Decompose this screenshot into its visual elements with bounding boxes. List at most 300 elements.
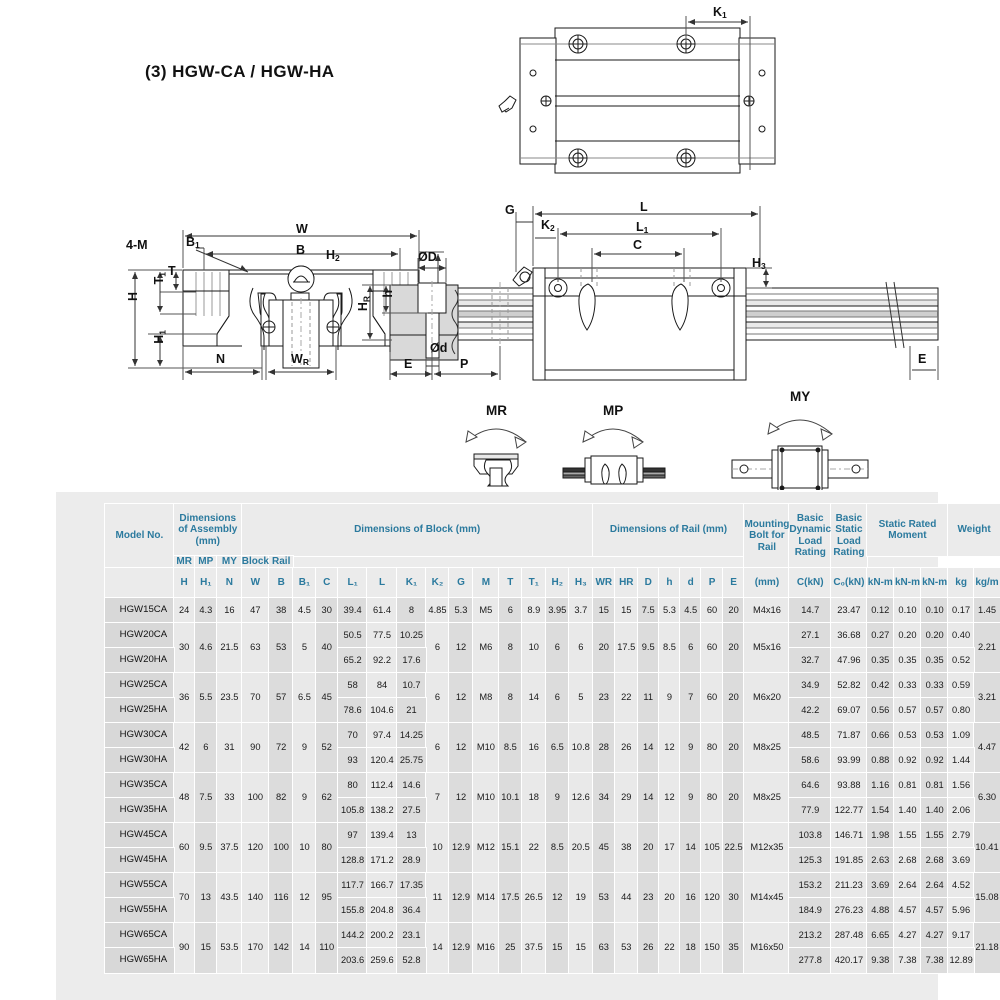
cell-block-shared2: 15.1: [499, 823, 523, 873]
header-sym-t1: T₁: [522, 568, 546, 598]
cell-assembly: 90: [174, 923, 195, 973]
cell-block-shared2: 5: [569, 673, 593, 723]
cell-block-shared: 40: [316, 623, 338, 673]
cell-load: 0.80: [948, 698, 974, 723]
label-l1: $L_1$: [636, 220, 649, 235]
cell-block-shared2: M10: [473, 723, 498, 773]
header-sym-small-d: d: [680, 568, 701, 598]
cell-block-row: 58: [338, 673, 367, 698]
label-k2: $K_2$: [541, 218, 555, 233]
cell-assembly: 4.3: [195, 598, 218, 623]
cell-load: 0.10: [921, 598, 948, 623]
cell-load: 0.81: [894, 773, 921, 798]
label-h1: $H_1$: [152, 330, 168, 344]
cell-block-shared2: 10: [426, 823, 449, 873]
header-sym-wr: WR: [593, 568, 615, 598]
cell-mounting-bolt: M16x50: [744, 923, 789, 973]
label-k1: $K_1$: [713, 5, 727, 20]
cell-rail: 7: [680, 673, 701, 723]
cell-mounting-bolt: M8x25: [744, 723, 789, 773]
cell-block-shared2: 25: [499, 923, 523, 973]
cell-model: HGW20CA: [105, 623, 174, 648]
cell-block-shared2: M10: [473, 773, 498, 823]
cell-load: 1.09: [948, 723, 974, 748]
header-dimensions-assembly: Dimensions of Assembly (mm): [174, 504, 242, 556]
header-sym-k1: K₁: [397, 568, 426, 598]
cell-block-shared: 9: [293, 773, 315, 823]
cell-rail: 5.3: [659, 598, 680, 623]
label-c: C: [633, 238, 643, 252]
cell-block-row: 21: [397, 698, 426, 723]
table-body: [105, 598, 1000, 973]
cell-rail: 28: [593, 723, 615, 773]
cell-block-row: 27.5: [397, 798, 426, 823]
cell-rail: 26: [615, 723, 638, 773]
cell-assembly: 36: [174, 673, 195, 723]
cell-rail: 30: [723, 873, 745, 923]
cell-block-shared2: 14: [426, 923, 449, 973]
label-h3: $H_3$: [752, 256, 766, 271]
header-static-rated-moment: Static Rated Moment: [867, 504, 949, 556]
cell-block-shared2: 8: [499, 623, 523, 673]
specification-table: [105, 504, 1000, 973]
cell-load: 2.68: [921, 848, 948, 873]
header-mounting-bolt: Mounting Bolt for Rail: [744, 504, 789, 568]
cell-block-shared2: M6: [473, 623, 498, 673]
cell-rail: 60: [701, 623, 722, 673]
label-hr: $H_R$: [356, 296, 372, 312]
cell-block-shared2: 10.8: [569, 723, 593, 773]
cell-model: HGW25HA: [105, 698, 174, 723]
cell-block-row: 112.4: [367, 773, 396, 798]
cell-load: 0.33: [921, 673, 948, 698]
cell-block-shared2: 26.5: [522, 873, 546, 923]
cell-block-shared2: 8.5: [546, 823, 570, 873]
label-p: P: [460, 357, 469, 371]
cell-load: 2.79: [948, 823, 974, 848]
header-sym-h3: H₃: [569, 568, 593, 598]
cell-block-shared2: 11: [426, 873, 449, 923]
cell-load: 71.87: [831, 723, 867, 748]
cell-load: 64.6: [789, 773, 831, 798]
cell-assembly: 31: [217, 723, 242, 773]
cell-load: 4.52: [948, 873, 974, 898]
cell-load: 0.57: [921, 698, 948, 723]
cell-load: 287.48: [831, 923, 867, 948]
cell-block-shared2: 20.5: [569, 823, 593, 873]
header-sym-b1: B₁: [293, 568, 315, 598]
cell-load: 6.65: [867, 923, 894, 948]
cell-rail: 20: [723, 673, 745, 723]
cell-load: 2.68: [894, 848, 921, 873]
header-sym-bolt-mm: (mm): [744, 568, 789, 598]
cell-block-shared2: 10: [522, 623, 546, 673]
cell-block-shared2: M14: [473, 873, 498, 923]
cell-block-shared: 45: [316, 673, 338, 723]
cell-block-shared2: 6: [546, 623, 570, 673]
cell-model: HGW30HA: [105, 748, 174, 773]
cell-load: 420.17: [831, 948, 867, 973]
cell-rail: 53: [615, 923, 638, 973]
label-w: W: [296, 222, 308, 236]
cell-block-row: 171.2: [367, 848, 396, 873]
cell-rail: 15: [593, 598, 615, 623]
cell-block-shared: 62: [316, 773, 338, 823]
label-t1: $T_1$: [152, 272, 168, 285]
label-e-right: E: [918, 352, 927, 366]
cell-rail: 22: [615, 673, 638, 723]
cell-rail: 38: [615, 823, 638, 873]
cell-load: 0.40: [948, 623, 974, 648]
cell-block-shared2: 7: [426, 773, 449, 823]
header-sym-h1: H₁: [195, 568, 218, 598]
cell-load: 1.55: [921, 823, 948, 848]
cell-block-shared2: 15: [546, 923, 570, 973]
cell-load: 0.10: [894, 598, 921, 623]
cell-block-shared: 95: [316, 873, 338, 923]
cell-block-row: 104.6: [367, 698, 396, 723]
cell-block-row: 97: [338, 823, 367, 848]
header-sym-w: W: [242, 568, 269, 598]
cell-load: 0.81: [921, 773, 948, 798]
cell-load: 58.6: [789, 748, 831, 773]
cell-block-shared2: 3.7: [569, 598, 593, 623]
header-sym-ckn: C(kN): [789, 568, 831, 598]
moment-mr-label: MR: [486, 403, 507, 418]
cell-load: 5.96: [948, 898, 974, 923]
cell-block-row: 61.4: [367, 598, 396, 623]
cell-block-shared2: 19: [569, 873, 593, 923]
cell-rail: 22.5: [723, 823, 745, 873]
cell-assembly: 9.5: [195, 823, 218, 873]
cell-assembly: 13: [195, 873, 218, 923]
cell-load: 1.44: [948, 748, 974, 773]
cell-block-shared: 170: [242, 923, 269, 973]
header-weight-rail: Rail: [269, 556, 293, 568]
cell-load: 0.20: [921, 623, 948, 648]
header-sym-h-rail: h: [659, 568, 680, 598]
cell-assembly: 23.5: [217, 673, 242, 723]
cell-rail: 53: [593, 873, 615, 923]
cell-rail: 60: [701, 673, 722, 723]
cell-load: 34.9: [789, 673, 831, 698]
cell-rail: 4.5: [680, 598, 701, 623]
cell-block-row: 80: [338, 773, 367, 798]
cell-load: 4.88: [867, 898, 894, 923]
cell-load: 9.17: [948, 923, 974, 948]
cell-assembly: 15: [195, 923, 218, 973]
label-b1: $B_1$: [186, 235, 200, 250]
cell-block-shared: 63: [242, 623, 269, 673]
cell-load: 0.20: [894, 623, 921, 648]
cell-model: HGW65HA: [105, 948, 174, 973]
cell-load: 1.16: [867, 773, 894, 798]
cell-load: 211.23: [831, 873, 867, 898]
cell-model: HGW45HA: [105, 848, 174, 873]
cell-block-row: 36.4: [397, 898, 426, 923]
cell-block-shared2: 10.1: [499, 773, 523, 823]
cell-assembly: 48: [174, 773, 195, 823]
cell-rail: 120: [701, 873, 722, 923]
cell-assembly: 6: [195, 723, 218, 773]
cell-rail: 20: [723, 598, 745, 623]
cell-block-shared: 53: [269, 623, 293, 673]
cell-block-shared: 14: [293, 923, 315, 973]
cell-block-shared2: M16: [473, 923, 498, 973]
cell-rail: 14: [680, 823, 701, 873]
cell-load: 48.5: [789, 723, 831, 748]
cell-block-row: 52.8: [397, 948, 426, 973]
cell-rail-weight: 10.41: [974, 823, 1000, 873]
label-h: H: [126, 292, 140, 302]
header-sym-h2: H₂: [546, 568, 570, 598]
cell-block-row: 105.8: [338, 798, 367, 823]
cell-block-row: 204.8: [367, 898, 396, 923]
cell-block-shared: 47: [242, 598, 269, 623]
cell-model: HGW55CA: [105, 873, 174, 898]
cell-block-shared2: 12: [546, 873, 570, 923]
cell-model: HGW45CA: [105, 823, 174, 848]
cell-rail-weight: 3.21: [974, 673, 1000, 723]
header-mr: MR: [174, 556, 195, 568]
cell-load: 0.42: [867, 673, 894, 698]
header-sym-n: N: [217, 568, 242, 598]
cell-rail: 9: [659, 673, 680, 723]
cell-load: 0.35: [921, 648, 948, 673]
cell-block-shared2: 12.6: [569, 773, 593, 823]
cell-block-shared: 38: [269, 598, 293, 623]
cell-load: 0.12: [867, 598, 894, 623]
header-model-no: Model No.: [105, 504, 174, 568]
header-sym-k2: K₂: [426, 568, 449, 598]
cell-model: HGW35HA: [105, 798, 174, 823]
cell-model: HGW25CA: [105, 673, 174, 698]
cell-rail: 20: [659, 873, 680, 923]
cell-block-shared2: 16: [522, 723, 546, 773]
cell-rail: 44: [615, 873, 638, 923]
cell-load: 0.53: [921, 723, 948, 748]
moment-my-label: MY: [790, 389, 811, 404]
cell-block-shared: 80: [316, 823, 338, 873]
cell-rail: 11: [638, 673, 659, 723]
cell-load: 93.88: [831, 773, 867, 798]
cell-block-shared2: 8.9: [522, 598, 546, 623]
cell-block-shared: 9: [293, 723, 315, 773]
cell-block-row: 17.35: [397, 873, 426, 898]
cell-load: 36.68: [831, 623, 867, 648]
cell-mounting-bolt: M12x35: [744, 823, 789, 873]
cell-rail: 26: [638, 923, 659, 973]
cell-block-row: 13: [397, 823, 426, 848]
cell-load: 2.63: [867, 848, 894, 873]
cell-assembly: 53.5: [217, 923, 242, 973]
cell-assembly: 7.5: [195, 773, 218, 823]
cell-rail: 12: [659, 723, 680, 773]
cell-block-shared2: 8.5: [499, 723, 523, 773]
header-my: MY: [217, 556, 242, 568]
cell-block-shared2: 12.9: [449, 873, 473, 923]
header-sym-e: E: [723, 568, 745, 598]
cell-block-row: 144.2: [338, 923, 367, 948]
cell-load: 276.23: [831, 898, 867, 923]
table-head: [105, 504, 1000, 598]
cell-block-shared: 4.5: [293, 598, 315, 623]
cell-load: 1.98: [867, 823, 894, 848]
cell-block-row: 155.8: [338, 898, 367, 923]
header-sym-l: L: [367, 568, 396, 598]
cell-assembly: 70: [174, 873, 195, 923]
cell-block-shared: 100: [269, 823, 293, 873]
cell-rail-weight: 15.08: [974, 873, 1000, 923]
header-sym-mr-unit: kN-m: [867, 568, 894, 598]
cell-rail-weight: 21.18: [974, 923, 1000, 973]
cell-rail: 63: [593, 923, 615, 973]
cell-rail: 23: [593, 673, 615, 723]
cell-block-shared2: 22: [522, 823, 546, 873]
cell-block-shared: 120: [242, 823, 269, 873]
cell-block-shared: 116: [269, 873, 293, 923]
header-sym-c0kn: C₀(kN): [831, 568, 867, 598]
cell-block-row: 14.25: [397, 723, 426, 748]
cell-rail: 20: [593, 623, 615, 673]
cell-block-shared2: 6: [499, 598, 523, 623]
cell-block-shared: 30: [316, 598, 338, 623]
cell-load: 0.53: [894, 723, 921, 748]
header-weight: Weight: [948, 504, 1000, 556]
cell-block-shared2: 6.5: [546, 723, 570, 773]
header-sym-b: B: [269, 568, 293, 598]
cell-rail: 17: [659, 823, 680, 873]
cell-rail: 12: [659, 773, 680, 823]
cell-load: 0.88: [867, 748, 894, 773]
cell-block-row: 117.7: [338, 873, 367, 898]
cell-rail: 20: [723, 773, 745, 823]
cell-rail: 150: [701, 923, 722, 973]
header-sym-t: T: [499, 568, 523, 598]
header-sym-p: P: [701, 568, 722, 598]
cell-load: 52.82: [831, 673, 867, 698]
cell-block-row: 39.4: [338, 598, 367, 623]
cell-rail: 14: [638, 773, 659, 823]
cell-block-shared: 52: [316, 723, 338, 773]
cell-load: 47.96: [831, 648, 867, 673]
header-sym-rail-kgm: kg/m: [974, 568, 1000, 598]
cell-block-shared2: 12: [449, 773, 473, 823]
cell-block-row: 65.2: [338, 648, 367, 673]
cell-load: 14.7: [789, 598, 831, 623]
cell-block-shared2: 6: [426, 673, 449, 723]
technical-drawings: [0, 0, 1000, 490]
cell-load: 2.64: [894, 873, 921, 898]
cell-load: 42.2: [789, 698, 831, 723]
cell-block-shared: 82: [269, 773, 293, 823]
header-sym-l1: L₁: [338, 568, 367, 598]
cell-load: 1.56: [948, 773, 974, 798]
cell-rail-weight: 6.30: [974, 773, 1000, 823]
cell-load: 146.71: [831, 823, 867, 848]
cell-block-row: 28.9: [397, 848, 426, 873]
cell-block-shared2: M8: [473, 673, 498, 723]
cell-block-shared2: 15: [569, 923, 593, 973]
cell-mounting-bolt: M8x25: [744, 773, 789, 823]
cell-load: 27.1: [789, 623, 831, 648]
cell-assembly: 42: [174, 723, 195, 773]
cell-load: 32.7: [789, 648, 831, 673]
cell-block-shared2: 37.5: [522, 923, 546, 973]
cell-rail: 18: [680, 923, 701, 973]
cell-model: HGW55HA: [105, 898, 174, 923]
cell-rail-weight: 1.45: [974, 598, 1000, 623]
cell-assembly: 43.5: [217, 873, 242, 923]
label-b: B: [296, 243, 306, 257]
label-h-rail: h: [381, 290, 395, 298]
cell-load: 0.52: [948, 648, 974, 673]
cell-load: 77.9: [789, 798, 831, 823]
header-sym-mp-unit: kN-m: [894, 568, 921, 598]
table-row: [105, 673, 1000, 698]
cell-load: 213.2: [789, 923, 831, 948]
header-sym-d: D: [638, 568, 659, 598]
cell-load: 1.55: [894, 823, 921, 848]
cell-block-shared2: M12: [473, 823, 498, 873]
cell-load: 125.3: [789, 848, 831, 873]
cell-rail: 9: [680, 723, 701, 773]
label-diameter-d: ØD: [418, 250, 437, 264]
cell-model: HGW15CA: [105, 598, 174, 623]
cell-block-row: 77.5: [367, 623, 396, 648]
cell-block-row: 17.6: [397, 648, 426, 673]
cell-block-shared: 57: [269, 673, 293, 723]
cell-load: 277.8: [789, 948, 831, 973]
cell-block-shared2: 6: [569, 623, 593, 673]
cell-load: 0.92: [921, 748, 948, 773]
cell-load: 93.99: [831, 748, 867, 773]
cell-load: 4.27: [894, 923, 921, 948]
cell-assembly: 5.5: [195, 673, 218, 723]
header-sym-hr: HR: [615, 568, 638, 598]
header-mp: MP: [195, 556, 218, 568]
cell-rail: 34: [593, 773, 615, 823]
cell-block-shared: 140: [242, 873, 269, 923]
cell-load: 0.33: [894, 673, 921, 698]
header-dimensions-rail: Dimensions of Rail (mm): [593, 504, 745, 556]
cell-block-row: 23.1: [397, 923, 426, 948]
cell-load: 0.35: [894, 648, 921, 673]
cell-rail: 14: [638, 723, 659, 773]
cell-block-shared2: 12: [449, 723, 473, 773]
cell-mounting-bolt: M6x20: [744, 673, 789, 723]
cell-load: 1.40: [921, 798, 948, 823]
cell-rail: 20: [723, 723, 745, 773]
cell-rail: 9.5: [638, 623, 659, 673]
cell-block-shared: 90: [242, 723, 269, 773]
table-row: [105, 598, 1000, 623]
cell-block-shared: 6.5: [293, 673, 315, 723]
cell-rail: 80: [701, 773, 722, 823]
cell-block-row: 70: [338, 723, 367, 748]
cell-load: 0.17: [948, 598, 974, 623]
cell-rail: 22: [659, 923, 680, 973]
cell-rail: 6: [680, 623, 701, 673]
cell-block-row: 138.2: [367, 798, 396, 823]
header-basic-dynamic: Basic Dynamic Load Rating: [789, 504, 831, 568]
table-row: [105, 873, 1000, 898]
cell-block-shared2: 6: [546, 673, 570, 723]
header-sym-h: H: [174, 568, 195, 598]
cell-rail: 8.5: [659, 623, 680, 673]
cell-load: 0.59: [948, 673, 974, 698]
cell-assembly: 37.5: [217, 823, 242, 873]
